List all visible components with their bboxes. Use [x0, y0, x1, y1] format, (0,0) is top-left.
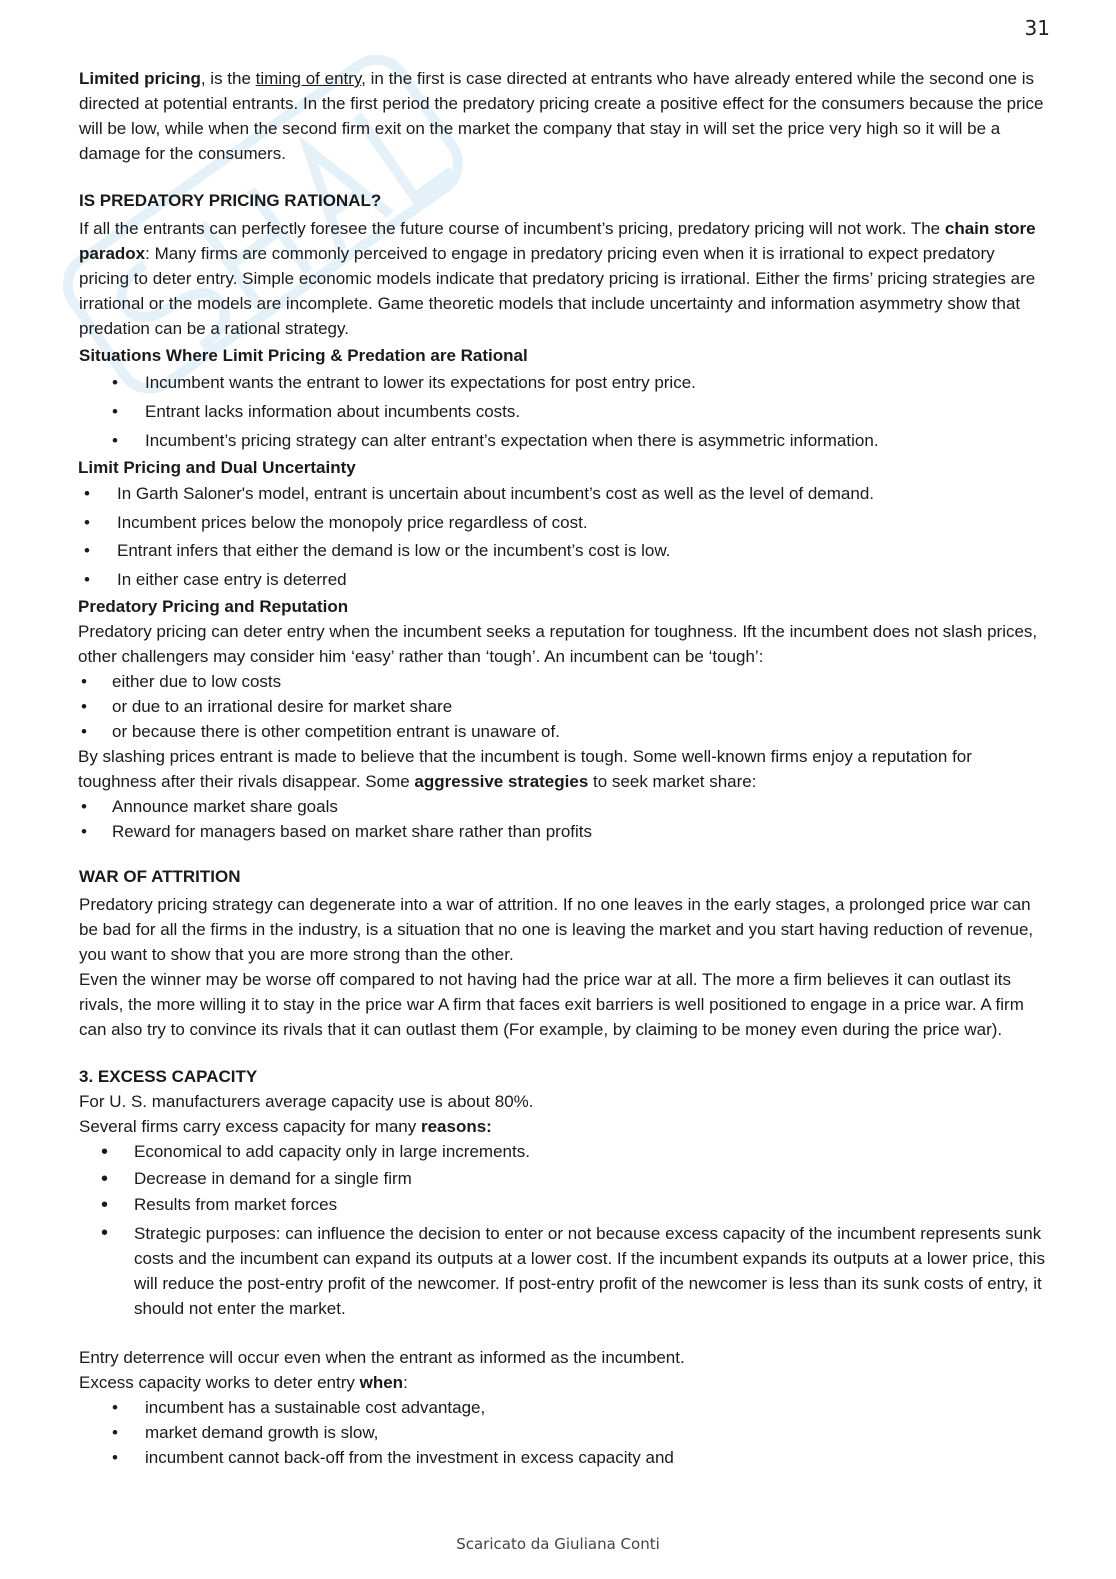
paragraph-limited-pricing [79, 66, 1045, 166]
list-item: • or due to an irrational desire for market share [79, 694, 1045, 719]
term-limited-pricing: Limited pricing [79, 69, 201, 88]
heading-reputation: Predatory Pricing and Reputation [78, 597, 349, 616]
text-span: Several firms carry excess capacity for many [79, 1117, 421, 1136]
text-span: : [403, 1372, 408, 1392]
term-when: when [359, 1372, 404, 1392]
list-item: • Incumbent’s pricing strategy can alter entrant’s expectation when there is asymmetric information. [79, 426, 1045, 455]
paragraph-slashing-prices [78, 744, 1045, 794]
list-tough [79, 669, 1045, 744]
paragraph-capacity-use: For U. S. manufacturers average capacity use is about 80%. [79, 1092, 534, 1111]
list-deter-conditions [79, 1395, 1045, 1470]
text-span: to seek market share: [588, 772, 757, 791]
list-item: • Results from market forces [79, 1192, 1045, 1219]
paragraph-entry-deterrence: Entry deterrence will occur even when the entrant as informed as the incumbent. [79, 1347, 685, 1367]
list-reasons [79, 1139, 1045, 1321]
term-chain-store-paradox: chain store paradox [79, 219, 1036, 263]
list-item: • either due to low costs [79, 669, 1045, 694]
list-situations [79, 368, 1045, 455]
paragraph-chain-store [79, 216, 1045, 341]
list-aggressive-strategies [79, 794, 1045, 844]
list-dual-uncertainty [79, 480, 1045, 594]
list-item: • Announce market share goals [79, 794, 1045, 819]
paragraph-reasons [79, 1114, 1045, 1139]
document-body [79, 66, 1045, 1470]
list-item: • In Garth Saloner's model, entrant is uncertain about incumbent’s cost as well as the level of demand. [79, 480, 1045, 509]
heading-excess-capacity: 3. EXCESS CAPACITY [79, 1067, 258, 1086]
text-span: , is the [200, 69, 256, 88]
list-item: • Incumbent wants the entrant to lower its expectations for post entry price. [79, 368, 1045, 397]
list-item: • Incumbent prices below the monopoly price regardless of cost. [79, 509, 1045, 538]
download-footer: Scaricato da Giuliana Conti [456, 1535, 660, 1553]
list-item: • Decrease in demand for a single firm [79, 1166, 1045, 1193]
text-span: , in the first is case directed at entrants who have already entered while the second one is directed at potential entrants. In the first period the predatory pricing create a positive effect for the consumers because the price will be low, while when the second firm exit on the market the company that stay in will set the price very high so it will be a damage for the consumers. [79, 69, 1044, 163]
list-item: • incumbent has a sustainable cost advantage, [79, 1395, 1045, 1420]
list-item: • In either case entry is deterred [79, 566, 1045, 595]
term-reasons: reasons: [420, 1117, 492, 1136]
heading-dual-uncertainty: Limit Pricing and Dual Uncertainty [78, 458, 356, 477]
heading-war-of-attrition: WAR OF ATTRITION [79, 867, 241, 886]
paragraph-reputation: Predatory pricing can deter entry when the incumbent seeks a reputation for toughness. Ift the incumbent does not slash prices, other challengers may consider him ‘easy’ rather than ‘tough’. An incumbent can be ‘tough’: [78, 622, 1038, 666]
list-item: • or because there is other competition entrant is unaware of. [79, 719, 1045, 744]
timing-of-entry-link: timing of entry [255, 69, 362, 88]
term-aggressive-strategies: aggressive strategies [414, 772, 589, 791]
text-span: Excess capacity works to deter entry [79, 1372, 360, 1392]
paragraph-war-1: Predatory pricing strategy can degenerate into a war of attrition. If no one leaves in the early stages, a prolonged price war can be bad for all the firms in the industry, is a situation that no one is leaving the market and you start having reduction of revenue, you want to show that you are more strong than the other. [79, 895, 1034, 964]
list-item: • incumbent cannot back-off from the investment in excess capacity and [79, 1445, 1045, 1470]
heading-situations: Situations Where Limit Pricing & Predation are Rational [79, 346, 528, 365]
list-item: • Strategic purposes: can influence the decision to enter or not because excess capacity of the incumbent represents sunk costs and the incumbent can expand its outputs at a lower cost. If the incumbent expands its outputs at a lower price, this will reduce the post-entry profit of the newcomer. If post-entry profit of the newcomer is less than its sunk costs of entry, it should not enter the market. [79, 1221, 1045, 1321]
paragraph-excess-capacity-when [79, 1370, 1045, 1395]
list-item: • Reward for managers based on market share rather than profits [79, 819, 1045, 844]
list-item: • market demand growth is slow, [79, 1420, 1045, 1445]
list-item: • Entrant infers that either the demand is low or the incumbent’s cost is low. [79, 537, 1045, 566]
paragraph-war-2: Even the winner may be worse off compared to not having had the price war at all. The more a firm believes it can outlast its rivals, the more willing it to stay in the price war A firm that faces exit barriers is well positioned to engage in a price war. A firm can also try to convince its rivals that it can outlast them (For example, by claiming to be money even during the price war). [79, 970, 1024, 1039]
text-span: If all the entrants can perfectly foresee the future course of incumbent’s pricing, predatory pricing will not work. The [79, 219, 945, 238]
text-span: By slashing prices entrant is made to believe that the incumbent is tough. Some well-known firms enjoy a reputation for toughness after their rivals disappear. Some [78, 747, 972, 791]
list-item: • Economical to add capacity only in large increments. [79, 1139, 1045, 1166]
list-item: • Entrant lacks information about incumbents costs. [79, 397, 1045, 426]
page-number: 31 [1024, 16, 1050, 40]
heading-predatory-rational: IS PREDATORY PRICING RATIONAL? [79, 191, 382, 210]
text-span: : Many firms are commonly perceived to engage in predatory pricing even when it is irrational to expect predatory pricing to deter entry. Simple economic models indicate that predatory pricing is irrational. Either the firms’ pricing strategies are irrational or the models are incomplete. Game theoretic models that include uncertainty and information asymmetry show that predation can be a rational strategy. [79, 244, 1036, 338]
